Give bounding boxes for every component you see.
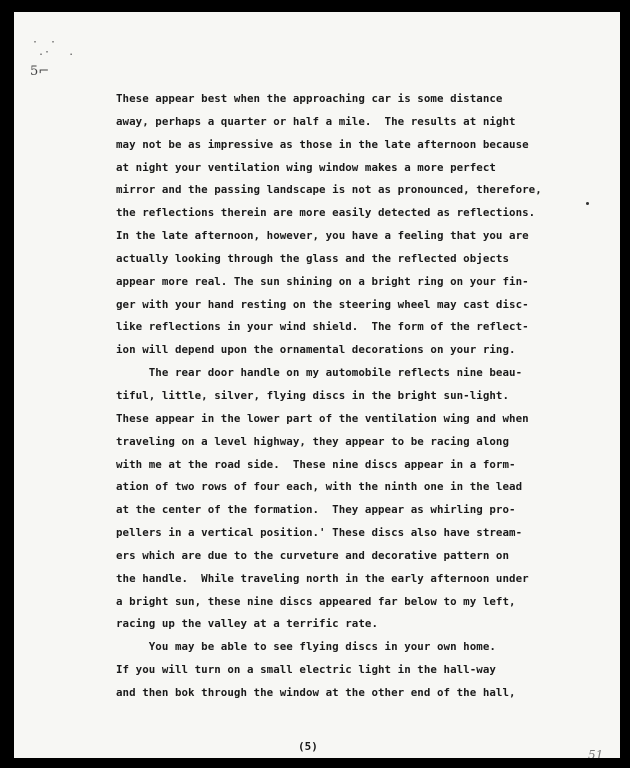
text-line: tiful, little, silver, flying discs in the bright sun-light. <box>116 388 510 402</box>
text-line: In the late afternoon, however, you have a feeling that you are <box>116 229 529 243</box>
text-line: appear more real. The sun shining on a bright ring on your fin- <box>116 274 529 288</box>
text-line: a bright sun, these nine discs appeared far below to my left, <box>116 594 516 608</box>
text-line: the handle. While traveling north in the early afternoon under <box>116 571 529 585</box>
text-line: and then bok through the window at the other end of the hall, <box>116 685 516 699</box>
page-number: (5) <box>298 740 318 753</box>
text-line: may not be as impressive as those in the late afternoon because <box>116 137 529 151</box>
text-line: the reflections therein are more easily detected as reflections. <box>116 206 536 220</box>
text-line: like reflections in your wind shield. The form of the reflect- <box>116 320 529 334</box>
margin-note: 51 <box>588 748 604 758</box>
corner-mark-number: 5⌐ <box>30 64 50 79</box>
text-line: The rear door handle on my automobile reflects nine beau- <box>116 366 523 380</box>
text-line: mirror and the passing landscape is not as pronounced, therefore, <box>116 183 542 197</box>
text-line: racing up the valley at a terrific rate. <box>116 617 379 631</box>
corner-mark: · · .· . <box>32 37 75 58</box>
text-line: You may be able to see flying discs in your own home. <box>116 640 496 654</box>
document-page <box>14 12 620 758</box>
text-line: These appear in the lower part of the ventilation wing and when <box>116 411 529 425</box>
text-line: If you will turn on a small electric light in the hall-way <box>116 663 496 677</box>
text-line: at night your ventilation wing window makes a more perfect <box>116 160 496 174</box>
text-line: away, perhaps a quarter or half a mile. The results at night <box>116 114 516 128</box>
ink-speck <box>586 202 589 205</box>
text-line: traveling on a level highway, they appear to be racing along <box>116 434 510 448</box>
text-line: ion will depend upon the ornamental decorations on your ring. <box>116 343 516 357</box>
text-line: with me at the road side. These nine discs appear in a form- <box>116 457 516 471</box>
text-line: at the center of the formation. They appear as whirling pro- <box>116 503 516 517</box>
text-line: pellers in a vertical position.' These discs also have stream- <box>116 526 523 540</box>
text-line: ger with your hand resting on the steering wheel may cast disc- <box>116 297 529 311</box>
text-line: ation of two rows of four each, with the ninth one in the lead <box>116 480 523 494</box>
body-text <box>116 88 586 705</box>
text-line: actually looking through the glass and the reflected objects <box>116 251 510 265</box>
text-line: These appear best when the approaching car is some distance <box>116 92 503 105</box>
text-line: ers which are due to the curveture and decorative pattern on <box>116 548 510 562</box>
